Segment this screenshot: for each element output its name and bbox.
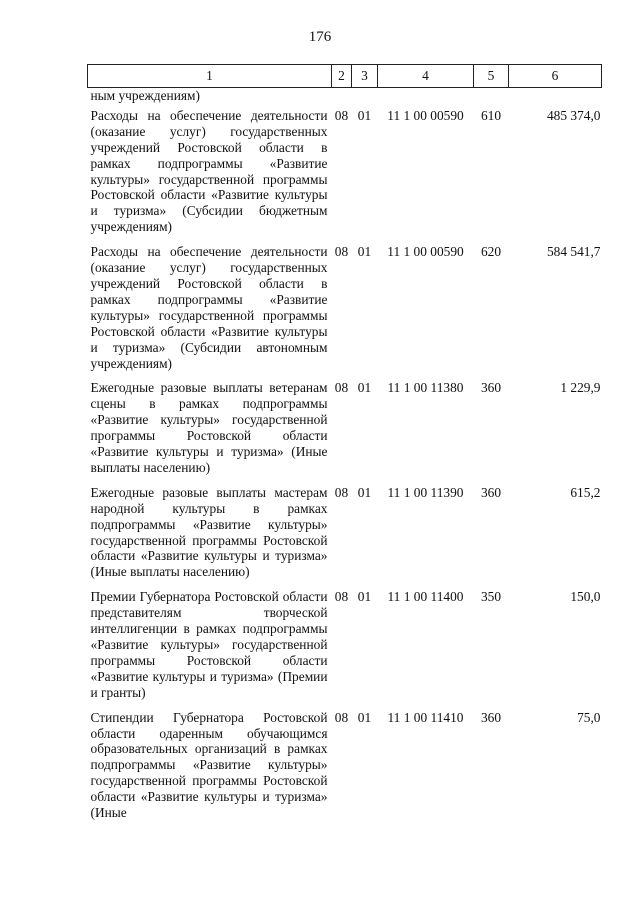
row-section: 08 (334, 484, 349, 500)
row-target-article: 11 1 00 00590 (387, 244, 464, 260)
row-amount: 584 541,7 (546, 244, 601, 260)
table-row (88, 371, 602, 475)
row-expense-type: 360 (480, 709, 502, 725)
row-amount: 75,0 (577, 709, 601, 725)
row-subsection: 01 (357, 107, 372, 123)
continuation-text: ным учреждениям) (90, 88, 200, 103)
row-expense-type: 360 (480, 484, 502, 500)
row-description: Расходы на обеспечение деятельности (оказание услуг) государственных учреждений Ростовской области в рамках подпрограммы «Развитие культуры» государственной программы Ростовской области «Развитие культуры и туризма» (Субсидии бюджетным учреждениям) (90, 107, 328, 235)
row-target-article: 11 1 00 11410 (387, 709, 464, 725)
row-subsection: 01 (357, 709, 372, 725)
row-amount: 485 374,0 (546, 107, 601, 123)
row-amount: 150,0 (570, 589, 601, 605)
row-expense-type: 350 (480, 589, 502, 605)
table-row (88, 701, 602, 821)
row-expense-type: 360 (480, 380, 502, 396)
header-col-1: 1 (88, 65, 332, 88)
row-description: Премии Губернатора Ростовской области представителям творческой интеллигенции в рамках подпрограммы «Развитие культуры» государственной программы Ростовской области «Развитие культуры и туризма» (Премии и гранты) (90, 589, 328, 700)
row-target-article: 11 1 00 00590 (387, 107, 464, 123)
row-description: Ежегодные разовые выплаты ветеранам сцены в рамках подпрограммы «Развитие культуры» государственной программы Ростовской области «Развитие культуры и туризма» (Иные выплаты населению) (90, 380, 328, 475)
header-col-5: 5 (474, 65, 509, 88)
row-expense-type: 620 (480, 244, 502, 260)
row-subsection: 01 (357, 244, 372, 260)
row-description: Стипендии Губернатора Ростовской области одаренным обучающимся образовательных организаций в рамках подпрограммы «Развитие культуры» государственной программы Ростовской области «Развитие культуры и туризма» (Иные (90, 709, 328, 821)
row-subsection: 01 (357, 484, 372, 500)
table-row (88, 476, 602, 580)
table-row (88, 580, 602, 700)
row-amount: 615,2 (570, 484, 601, 500)
continuation-row (88, 88, 602, 104)
page-number: 176 (308, 29, 332, 45)
header-col-6: 6 (509, 65, 602, 88)
budget-table (87, 64, 602, 821)
header-col-3: 3 (352, 65, 378, 88)
table-row (88, 235, 602, 371)
row-description: Расходы на обеспечение деятельности (оказание услуг) государственных учреждений Ростовской области в рамках подпрограммы «Развитие культуры» государственной программы Ростовской области «Развитие культуры и туризма» (Субсидии автономным учреждениям) (90, 244, 328, 371)
row-amount: 1 229,9 (560, 380, 601, 396)
row-target-article: 11 1 00 11380 (387, 380, 464, 396)
row-section: 08 (334, 244, 349, 260)
header-row (88, 65, 602, 88)
row-section: 08 (334, 107, 349, 123)
row-section: 08 (334, 589, 349, 605)
row-subsection: 01 (357, 380, 372, 396)
header-col-4: 4 (378, 65, 474, 88)
row-subsection: 01 (357, 589, 372, 605)
row-section: 08 (334, 709, 349, 725)
row-expense-type: 610 (480, 107, 502, 123)
table-body (88, 88, 602, 821)
row-description: Ежегодные разовые выплаты мастерам народной культуры в рамках подпрограммы «Развитие культуры» государственной программы Ростовской области «Развитие культуры и туризма» (Иные выплаты населению) (90, 484, 328, 580)
header-col-2: 2 (332, 65, 352, 88)
table-row (88, 104, 602, 235)
table-header (88, 65, 602, 88)
row-target-article: 11 1 00 11390 (387, 484, 464, 500)
row-section: 08 (334, 380, 349, 396)
row-target-article: 11 1 00 11400 (387, 589, 464, 605)
